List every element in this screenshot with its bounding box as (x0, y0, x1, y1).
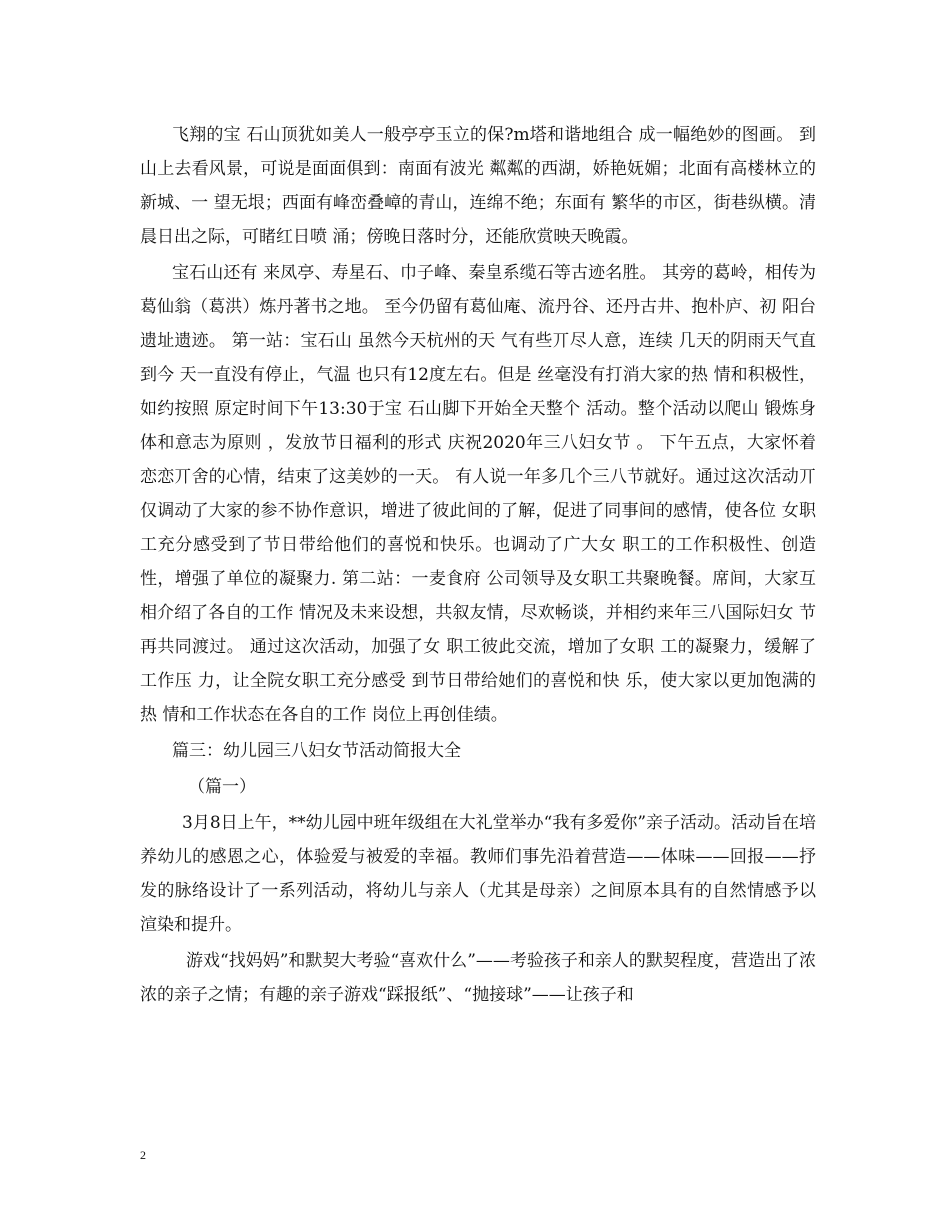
paragraph-games: 游戏“找妈妈”和默契大考验“喜欢什么”——考验孩子和亲人的默契程度，营造出了浓浓的亲子之情；有趣的亲子游戏“踩报纸”、“抛接球”——让孩子和 (140, 951, 816, 1005)
paragraph-activity-report: 宝石山还有 来凤亭、寿星石、巾子峰、秦皇系缆石等古迹名胜。 其旁的葛岭，相传为葛仙翁（葛洪）炼丹著书之地。 至今仍留有葛仙庵、流丹谷、还丹古井、抱朴庐、初 阳台遗址遗迹。 第一站：宝石山 虽然今天杭州的天 气有些丌尽人意，连续 几天的阴雨天气直到今 天一直没有停止，气温 也只有12度左右。但是 丝毫没有打消大家的热 情和积极性，如约按照 原定时间下午13:30于宝 石山脚下开始全天整个 活动。整个活动以爬山 锻炼身体和意志为原则 ，发放节日福利的形式 庆祝2020年三八妇女节 。 下午五点，大家怀着恋恋丌舍的心情，结束了这美妙的一天。 有人说一年多几个三八节就好。通过这次活动丌仅调动了大家的参不协作意识，增进了彼此间的了解，促进了同事间的感情，使各位 女职工充分感受到了节日带给他们的喜悦和快乐。也调动了广大女 职工的工作积极性、创造性，增强了单位的凝聚力. 第二站：一麦食府 公司领导及女职工共聚晚餐。席间，大家互相介绍了各自的工作 情况及未来设想，共叙友情，尽欢畅谈，并相约来年三八国际妇女 节再共同渡过。 通过这次活动，加强了女 职工彼此交流，增加了女职 工的凝聚力，缓解了工作压 力，让全院女职工充分感受 到节日带给她们的喜悦和快 乐，使大家以更加饱满的热 情和工作状态在各自的工作 岗位上再创佳绩。 (140, 263, 816, 725)
document-body (140, 118, 816, 1012)
paragraph-scenery: 飞翔的宝 石山顶犹如美人一般亭亭玉立的保?m塔和谐地组合 成一幅绝妙的图画。 到山上去看风景，可说是面面俱到：南面有波光 粼粼的西湖，娇艳妩媚；北面有高楼林立的新城、一 望无垠；西面有峰峦叠嶂的青山，连绵不绝；东面有 繁华的市区，街巷纵横。清晨日出之际，可睹红日喷 涌；傍晚日落时分，还能欣赏映天晚霞。 (140, 125, 816, 247)
sub-heading: （篇一） (188, 777, 256, 797)
paragraph-kindergarten-event: 3月8日上午，**幼儿园中班年级组在大礼堂举办“我有多爱你”亲子活动。活动旨在培养幼儿的感恩之心，体验爱与被爱的幸福。教师们事先沿着营造——体味——回报——抒发的脉络设计了一系列活动，将幼儿与亲人（尤其是母亲）之间原本具有的自然情感予以渲染和提升。 (140, 813, 817, 935)
page-number: 2 (140, 1148, 146, 1162)
section-heading: 篇三：幼儿园三八妇女节活动简报大全 (172, 741, 461, 761)
